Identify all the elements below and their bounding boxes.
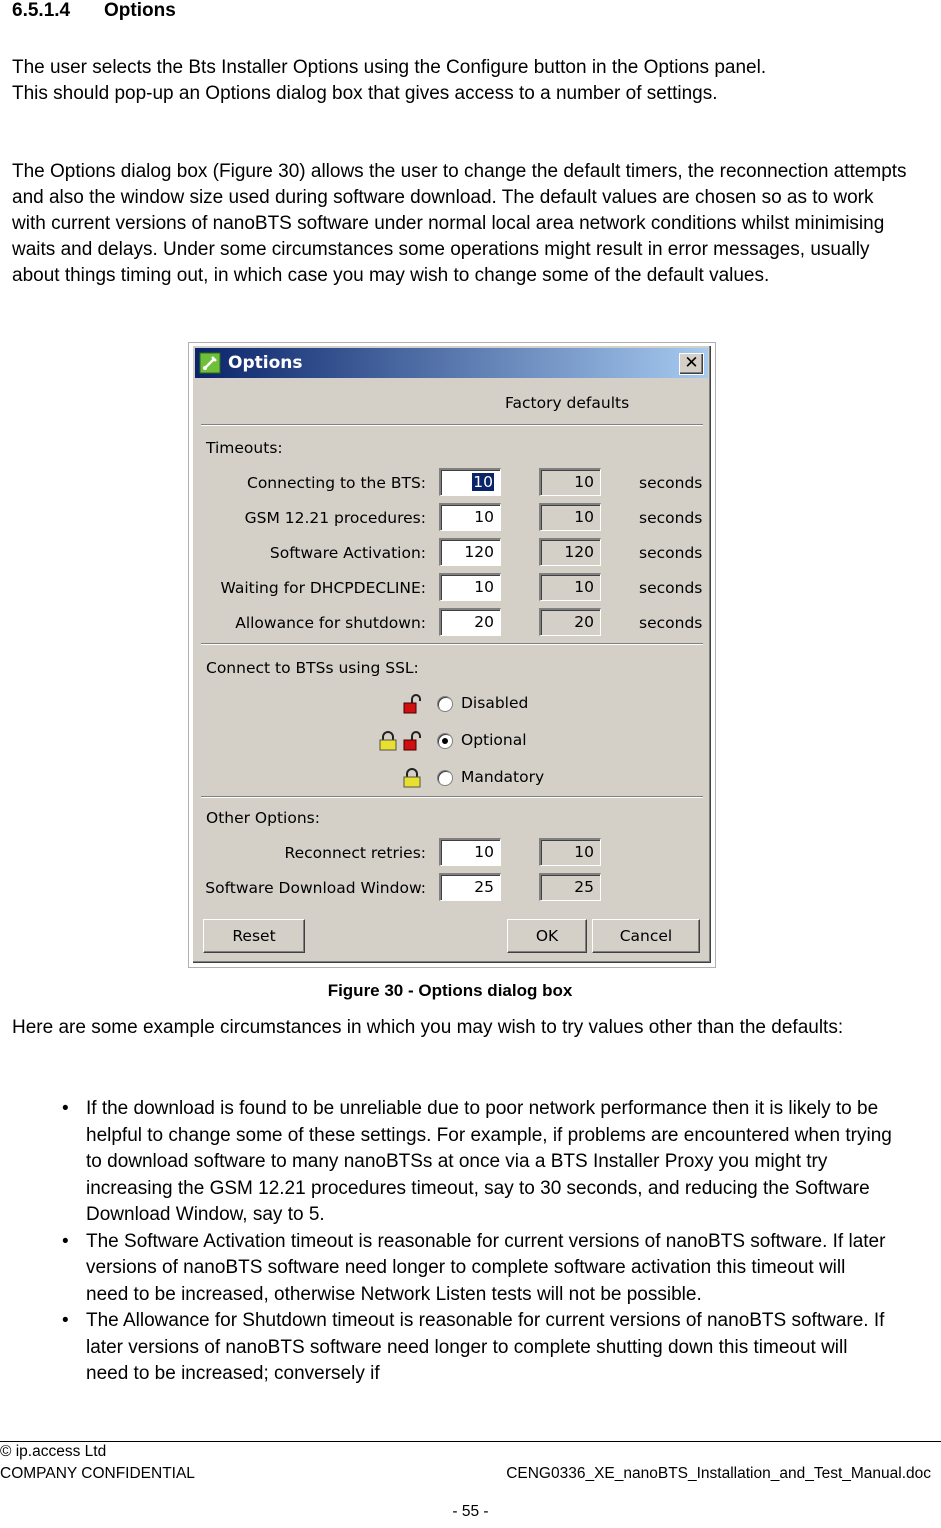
list-item xyxy=(12,1096,892,1229)
section-title: Options xyxy=(104,0,176,21)
gsm-default-field: 10 xyxy=(539,503,601,531)
timeout-label-activation: Software Activation: xyxy=(269,544,426,562)
ssl-header: Connect to BTSs using SSL: xyxy=(206,659,419,677)
unit-label: seconds xyxy=(639,509,703,527)
activation-timeout-input[interactable]: 120 xyxy=(439,538,501,566)
ssl-disabled-label: Disabled xyxy=(461,694,529,712)
dhcp-default-field: 10 xyxy=(539,573,601,601)
download-window-input[interactable]: 25 xyxy=(439,873,501,901)
close-button[interactable] xyxy=(679,353,704,375)
examples-intro-text: Here are some example circumstances in which you may wish to try values other than the defaults: xyxy=(12,1017,844,1038)
dialog-title: Options xyxy=(228,353,303,373)
unlocked-padlock-icon xyxy=(403,694,421,714)
separator-ssl xyxy=(201,643,703,645)
figure-caption: Figure 30 - Options dialog box xyxy=(327,981,573,1000)
list-item-text: If the download is found to be unreliable due to poor network performance then it is likely to be helpful to change some of these settings. For example, if problems are encountered when trying to download software to many nanoBTSs at once via a BTS Installer Proxy you might try increasing the GSM 12.21 procedures timeout, say to 30 seconds, and reducing the Software Download Window, say to 5. xyxy=(86,1098,892,1225)
footer-filename: CENG0336_XE_nanoBTS_Installation_and_Test_Manual.doc xyxy=(506,1465,931,1482)
page-number: - 55 - xyxy=(452,1503,489,1520)
description-paragraph xyxy=(12,159,912,289)
unit-label: seconds xyxy=(639,474,703,492)
intro-line-2: This should pop-up an Options dialog box that gives access to a number of settings. xyxy=(12,83,718,104)
gsm-timeout-input[interactable]: 10 xyxy=(439,503,501,531)
download-window-default-field: 25 xyxy=(539,873,601,901)
connecting-default-field: 10 xyxy=(539,468,601,496)
unit-label: seconds xyxy=(639,544,703,562)
description-text: The Options dialog box (Figure 30) allows the user to change the default timers, the reconnection attempts and also the window size used during software download. The default values are chosen so as to work with current versions of nanoBTS software under normal local area network conditions whilst minimising waits and delays. Under some circumstances some operations might result in error messages, usually about things timing out, in which case you may wish to change some of the default values. xyxy=(12,161,907,286)
cancel-button[interactable]: Cancel xyxy=(592,919,700,953)
connecting-timeout-input[interactable] xyxy=(439,468,501,496)
list-item xyxy=(12,1229,892,1309)
other-options-header: Other Options: xyxy=(206,809,320,827)
radio-selected-dot xyxy=(442,738,448,744)
shutdown-timeout-input[interactable]: 20 xyxy=(439,608,501,636)
reconnect-retries-input[interactable]: 10 xyxy=(439,838,501,866)
bullet-icon: • xyxy=(62,1230,69,1252)
locked-padlock-icon xyxy=(379,731,397,751)
close-icon: ✕ xyxy=(684,353,699,373)
ssl-disabled-radio[interactable] xyxy=(437,696,453,712)
footer-copyright: © ip.access Ltd xyxy=(0,1443,107,1460)
ok-button[interactable]: OK xyxy=(507,919,587,953)
bullet-icon: • xyxy=(62,1098,69,1119)
timeout-label-gsm: GSM 12.21 procedures: xyxy=(244,509,426,527)
dialog-titlebar[interactable] xyxy=(195,348,708,378)
factory-defaults-header: Factory defaults xyxy=(505,394,630,412)
ssl-mandatory-radio[interactable] xyxy=(437,770,453,786)
intro-line-1: The user selects the Bts Installer Options using the Configure button in the Options panel. xyxy=(12,57,767,78)
unlocked-padlock-icon xyxy=(403,731,421,751)
activation-default-field: 120 xyxy=(539,538,601,566)
options-app-icon xyxy=(199,352,221,374)
download-window-label: Software Download Window: xyxy=(205,879,426,897)
options-dialog xyxy=(192,345,712,964)
reconnect-default-field: 10 xyxy=(539,838,601,866)
ssl-optional-radio[interactable] xyxy=(437,733,453,749)
timeout-label-connecting: Connecting to the BTS: xyxy=(247,474,426,492)
footer-rule xyxy=(0,1441,941,1442)
shutdown-default-field: 20 xyxy=(539,608,601,636)
timeouts-header: Timeouts: xyxy=(206,439,283,457)
reset-button[interactable]: Reset xyxy=(203,919,305,953)
footer-confidential: COMPANY CONFIDENTIAL xyxy=(0,1465,195,1482)
list-item xyxy=(12,1308,892,1388)
selected-text: 10 xyxy=(473,473,493,491)
list-item-text: The Software Activation timeout is reasonable for current versions of nanoBTS software. If later versions of nanoBTS software need longer to complete software activation this timeout will need to be increased, otherwise Network Listen tests will not be possible. xyxy=(86,1230,886,1305)
separator-other xyxy=(201,796,703,798)
ssl-optional-label: Optional xyxy=(461,731,527,749)
examples-intro xyxy=(12,1015,912,1041)
section-heading xyxy=(12,0,176,22)
intro-paragraph xyxy=(12,55,912,107)
locked-padlock-icon xyxy=(403,768,421,788)
dhcp-timeout-input[interactable]: 10 xyxy=(439,573,501,601)
ssl-mandatory-label: Mandatory xyxy=(461,768,545,786)
timeout-label-dhcp: Waiting for DHCPDECLINE: xyxy=(220,579,426,597)
unit-label: seconds xyxy=(639,614,703,632)
reconnect-retries-label: Reconnect retries: xyxy=(284,844,426,862)
list-item-text: The Allowance for Shutdown timeout is reasonable for current versions of nanoBTS software. If later versions of nanoBTS software need longer to complete shutting down this timeout will need to be increased; conversely if xyxy=(86,1310,885,1384)
timeout-label-shutdown: Allowance for shutdown: xyxy=(235,614,426,632)
section-number: 6.5.1.4 xyxy=(12,0,71,21)
separator-top xyxy=(201,424,703,426)
unit-label: seconds xyxy=(639,579,703,597)
bullet-icon: • xyxy=(62,1310,69,1331)
examples-list xyxy=(12,1096,892,1388)
